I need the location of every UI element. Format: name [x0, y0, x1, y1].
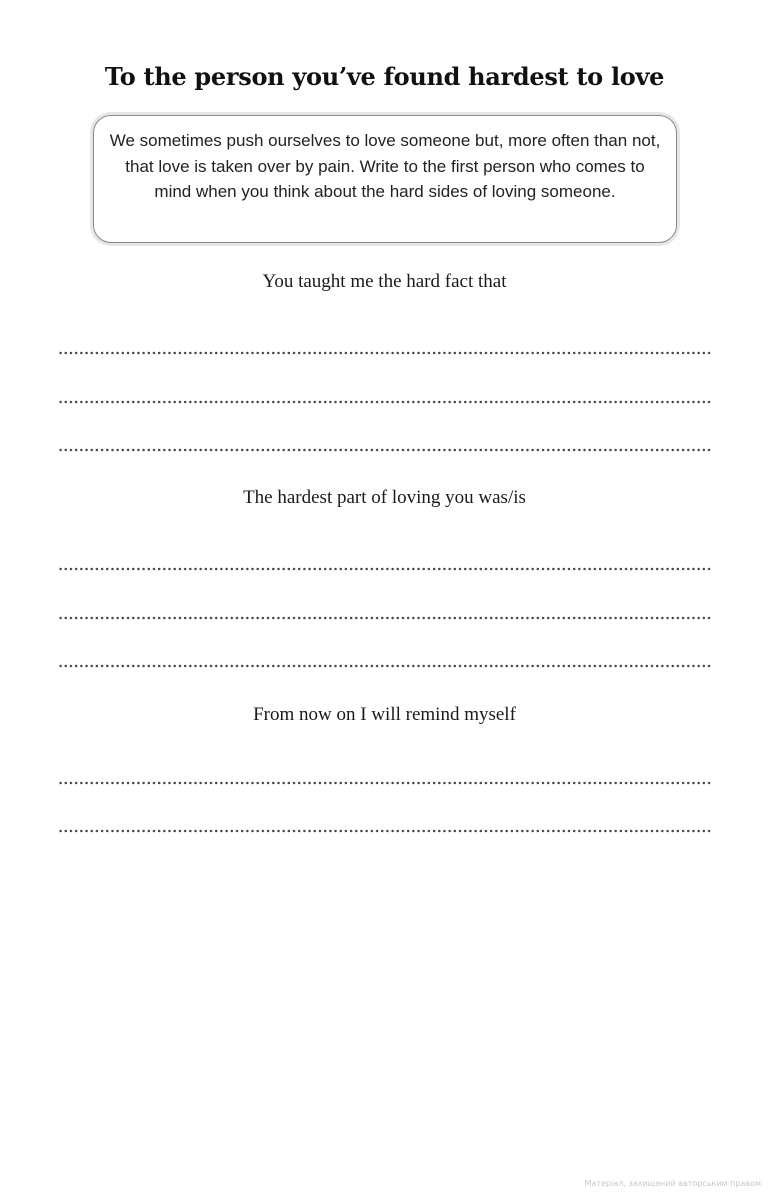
writing-line[interactable]: [58, 400, 712, 404]
writing-line[interactable]: [58, 351, 712, 355]
writing-line[interactable]: [58, 567, 712, 571]
copyright-note: Матеріал, захищений авторським правом: [584, 1179, 761, 1188]
writing-line[interactable]: [58, 781, 712, 785]
prompt-hard-fact: You taught me the hard fact that: [262, 271, 507, 292]
writing-line[interactable]: [58, 664, 712, 668]
writing-line[interactable]: [58, 448, 712, 452]
writing-line[interactable]: [58, 829, 712, 833]
writing-line[interactable]: [58, 616, 712, 620]
intro-box: [93, 115, 677, 243]
intro-text: We sometimes push ourselves to love someone but, more often than not, that love is taken over by pain. Write to the first person who comes to mind when you think about the hard sides of loving someone.: [109, 131, 661, 201]
prompt-remind-myself: From now on I will remind myself: [253, 704, 516, 725]
page-title: To the person you’ve found hardest to love: [104, 62, 665, 91]
prompt-hardest-part: The hardest part of loving you was/is: [243, 487, 526, 508]
